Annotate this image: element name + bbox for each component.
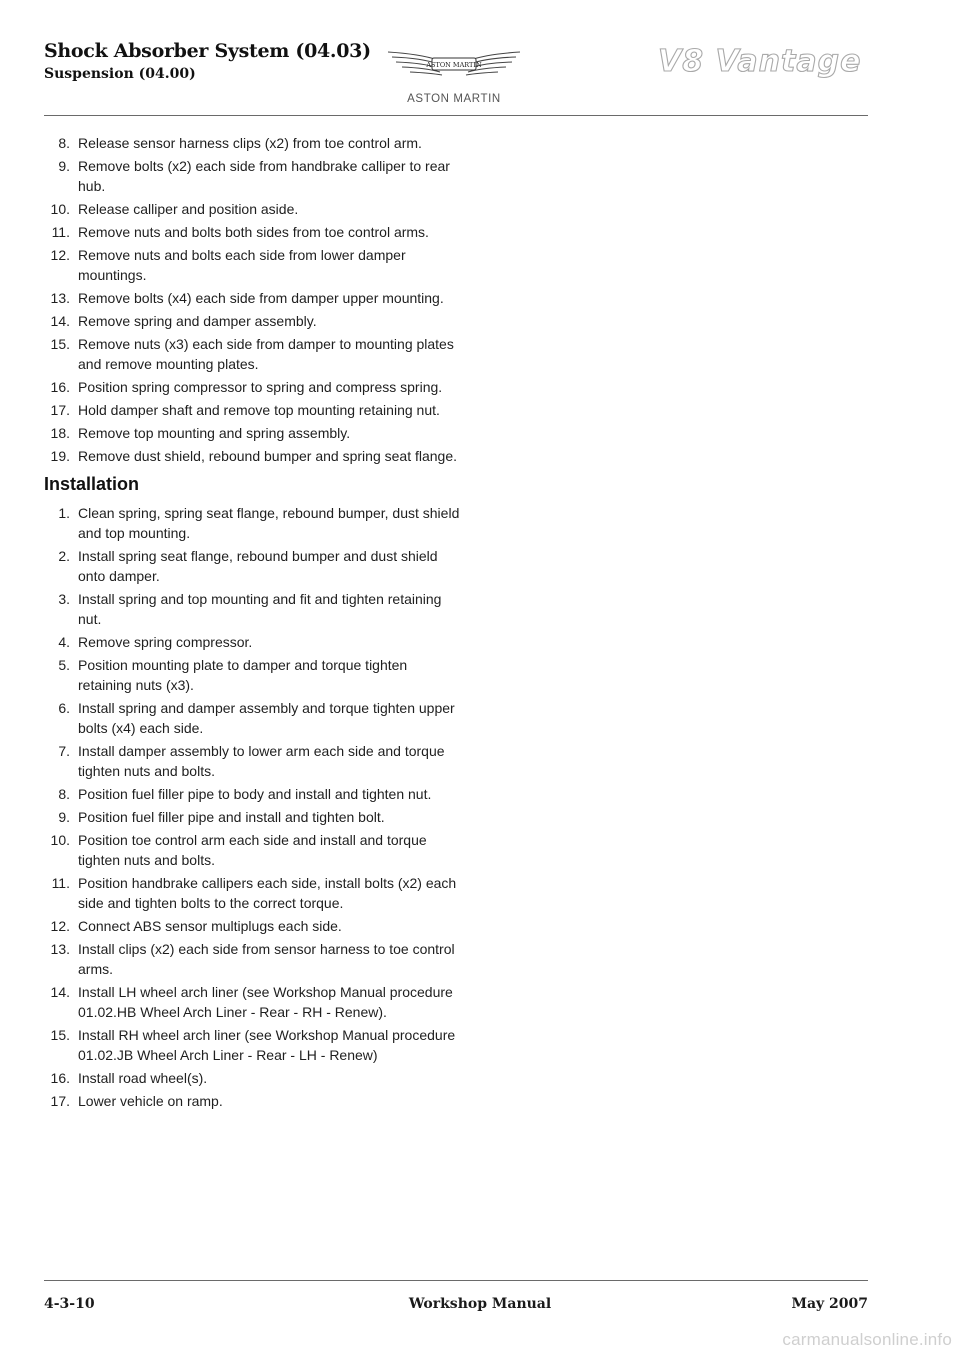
removal-step-12	[44, 245, 464, 285]
installation-step-3	[44, 589, 464, 629]
step-text: Install road wheel(s).	[78, 1070, 208, 1086]
removal-step-16	[44, 377, 464, 397]
step-number: 3.	[58, 591, 70, 607]
installation-step-10	[44, 830, 464, 870]
removal-step-9	[44, 156, 464, 196]
step-text: Remove nuts (x3) each side from damper to mounting plates and remove mounting plates.	[78, 336, 454, 372]
step-number: 7.	[58, 743, 70, 759]
step-text: Install RH wheel arch liner (see Workshop Manual procedure 01.02.JB Wheel Arch Liner - Rear - LH - Renew)	[78, 1027, 456, 1063]
installation-step-16	[44, 1068, 464, 1088]
step-text: Install spring and top mounting and fit and tighten retaining nut.	[78, 591, 442, 627]
removal-step-11	[44, 222, 464, 242]
step-text: Position fuel filler pipe and install and tighten bolt.	[78, 809, 385, 825]
installation-step-12	[44, 916, 464, 936]
installation-step-11	[44, 873, 464, 913]
step-text: Install spring and damper assembly and torque tighten upper bolts (x4) each side.	[78, 700, 455, 736]
step-text: Remove bolts (x2) each side from handbrake calliper to rear hub.	[78, 158, 450, 194]
step-number: 14.	[50, 313, 70, 329]
aston-martin-wings-logo	[386, 42, 522, 86]
step-number: 4.	[58, 634, 70, 650]
installation-step-13	[44, 939, 464, 979]
step-text: Install spring seat flange, rebound bumper and dust shield onto damper.	[78, 548, 438, 584]
installation-step-1	[44, 503, 464, 543]
installation-step-2	[44, 546, 464, 586]
page-number: 4-3-10	[44, 1296, 95, 1312]
step-number: 11.	[51, 224, 70, 240]
removal-step-18	[44, 423, 464, 443]
step-number: 9.	[58, 158, 70, 174]
step-text: Remove dust shield, rebound bumper and spring seat flange.	[78, 448, 458, 464]
step-text: Position toe control arm each side and install and torque tighten nuts and bolts.	[78, 832, 427, 868]
v8-vantage-logo	[654, 40, 869, 80]
step-text: Position mounting plate to damper and torque tighten retaining nuts (x3).	[78, 657, 408, 693]
step-number: 1.	[58, 505, 70, 521]
header-divider	[44, 115, 868, 116]
removal-step-10	[44, 199, 464, 219]
step-number: 6.	[58, 700, 70, 716]
footer-divider	[44, 1280, 868, 1281]
step-number: 16.	[50, 379, 70, 395]
publication-date: May 2007	[791, 1296, 868, 1312]
step-text: Lower vehicle on ramp.	[78, 1093, 223, 1109]
installation-steps-list	[44, 503, 464, 1111]
installation-step-6	[44, 698, 464, 738]
step-number: 12.	[50, 918, 70, 934]
step-number: 17.	[50, 1093, 70, 1109]
step-text: Release calliper and position aside.	[78, 201, 299, 217]
installation-step-5	[44, 655, 464, 695]
step-text: Remove bolts (x4) each side from damper upper mounting.	[78, 290, 444, 306]
removal-step-8	[44, 133, 464, 153]
installation-step-17	[44, 1091, 464, 1111]
step-number: 13.	[50, 941, 70, 957]
step-text: Remove nuts and bolts both sides from toe control arms.	[78, 224, 429, 240]
step-number: 12.	[50, 247, 70, 263]
installation-step-8	[44, 784, 464, 804]
step-number: 17.	[50, 402, 70, 418]
step-number: 8.	[58, 786, 70, 802]
step-number: 15.	[50, 336, 70, 352]
brand-name: ASTON MARTIN	[407, 93, 501, 105]
step-text: Remove spring and damper assembly.	[78, 313, 317, 329]
step-text: Remove top mounting and spring assembly.	[78, 425, 351, 441]
installation-step-14	[44, 982, 464, 1022]
page-title: Shock Absorber System (04.03)	[44, 40, 371, 62]
step-number: 19.	[50, 448, 70, 464]
step-number: 10.	[50, 201, 70, 217]
installation-step-15	[44, 1025, 464, 1065]
installation-step-4	[44, 632, 464, 652]
step-number: 15.	[50, 1027, 70, 1043]
step-text: Position fuel filler pipe to body and install and tighten nut.	[78, 786, 432, 802]
step-number: 10.	[50, 832, 70, 848]
removal-step-15	[44, 334, 464, 374]
step-number: 8.	[58, 135, 70, 151]
removal-steps-list	[44, 133, 464, 466]
step-number: 11.	[51, 875, 70, 891]
step-text: Remove spring compressor.	[78, 634, 253, 650]
step-number: 9.	[58, 809, 70, 825]
watermark: carmanualsonline.info	[782, 1330, 952, 1349]
step-number: 13.	[50, 290, 70, 306]
step-text: Hold damper shaft and remove top mounting retaining nut.	[78, 402, 440, 418]
section-subtitle: Suspension (04.00)	[44, 66, 196, 82]
step-text: Position handbrake callipers each side, install bolts (x2) each side and tighten bolts to the correct torque.	[78, 875, 457, 911]
removal-step-14	[44, 311, 464, 331]
removal-step-17	[44, 400, 464, 420]
step-text: Connect ABS sensor multiplugs each side.	[78, 918, 342, 934]
step-text: Position spring compressor to spring and compress spring.	[78, 379, 443, 395]
manual-title: Workshop Manual	[408, 1296, 552, 1312]
removal-step-19	[44, 446, 464, 466]
step-number: 18.	[50, 425, 70, 441]
step-number: 14.	[50, 984, 70, 1000]
step-number: 16.	[50, 1070, 70, 1086]
installation-step-9	[44, 807, 464, 827]
installation-heading: Installation	[44, 474, 140, 494]
step-text: Install damper assembly to lower arm each side and torque tighten nuts and bolts.	[78, 743, 445, 779]
logo-badge-text: ASTON MARTIN	[426, 61, 482, 69]
procedure-content	[44, 133, 464, 1114]
step-text: Release sensor harness clips (x2) from toe control arm.	[78, 135, 422, 151]
step-number: 5.	[58, 657, 70, 673]
removal-step-13	[44, 288, 464, 308]
installation-step-7	[44, 741, 464, 781]
step-number: 2.	[58, 548, 70, 564]
step-text: Clean spring, spring seat flange, rebound bumper, dust shield and top mounting.	[78, 505, 460, 541]
step-text: Install LH wheel arch liner (see Workshop Manual procedure 01.02.HB Wheel Arch Liner - Rear - RH - Renew).	[78, 984, 453, 1020]
model-logo-text: V8 Vantage	[658, 44, 862, 79]
step-text: Install clips (x2) each side from sensor harness to toe control arms.	[78, 941, 455, 977]
step-text: Remove nuts and bolts each side from lower damper mountings.	[78, 247, 406, 283]
